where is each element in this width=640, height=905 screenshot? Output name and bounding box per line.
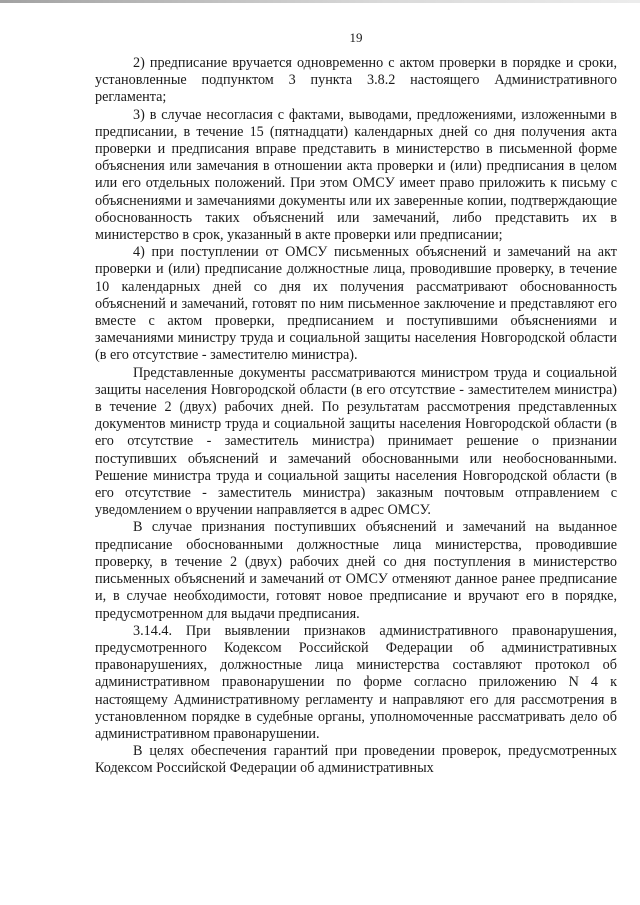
paragraph-item-3: 3) в случае несогласия с фактами, выводами, предложениями, изложенными в предписании, в течение 15 (пятнадцати) календарных дней со дня получения акта проверки и предписания вправе представить в министерство в письменной форме объяснения или замечания в отношении акта проверки и (или) предписания в целом или его отдельных положений. При этом ОМСУ имеет право приложить к письму с объяснениями и замечаниями документы или их заверенные копии, подтверждающие обоснованность таких объяснений или замечаний, либо представить их в министерство в срок, указанный в акте проверки или предписании; <box>95 106 617 244</box>
paragraph-guarantees: В целях обеспечения гарантий при проведении проверок, предусмотренных Кодексом Российской Федерации об административных <box>95 743 617 777</box>
paragraph-objections-accepted: В случае признания поступивших объяснений и замечаний на выданное предписание обоснованными должностные лица министерства, проводившие проверку, в течение 2 (двух) рабочих дней со дня поступления в министерство письменных объяснений и замечаний от ОМСУ отменяют данное ранее предписание и, в случае необходимости, готовят новое предписание и вручают его в порядке, предусмотренном для выдачи предписания. <box>95 519 617 622</box>
paragraph-item-2: 2) предписание вручается одновременно с актом проверки в порядке и сроки, установленные подпунктом 3 пункта 3.8.2 настоящего Административного регламента; <box>95 55 617 106</box>
paragraph-section-3-14-4: 3.14.4. При выявлении признаков административного правонарушения, предусмотренного Кодексом Российской Федерации об административных правонарушениях, должностные лица министерства составляют протокол об административном правонарушении по форме согласно приложению N 4 к настоящему Административному регламенту и направляют его для рассмотрения в установленном порядке в судебные органы, уполномоченные рассматривать дело об административном правонарушении. <box>95 622 617 742</box>
paragraph-item-4: 4) при поступлении от ОМСУ письменных объяснений и замечаний на акт проверки и (или) предписание должностные лица, проводившие проверку, в течение 10 календарных дней со дня их получения рассматривают обоснованность объяснений и замечаний, готовят по ним письменное заключение и представляют его вместе с актом проверки, предписанием и поступившими объяснениями и замечаниями министру труда и социальной защиты населения Новгородской области (в его отсутствие - заместителю министра). <box>95 244 617 364</box>
paragraph-review-documents: Представленные документы рассматриваются министром труда и социальной защиты населения Новгородской области (в его отсутствие - заместителем министра) в течение 2 (двух) рабочих дней. По результатам рассмотрения представленных документов министр труда и социальной защиты населения Новгородской области (в его отсутствие - заместитель министра) принимает решение о признании поступивших объяснений и замечаний обоснованными или необоснованными. Решение министра труда и социальной защиты населения Новгородской области (в его отсутствие - заместитель министра) заказным почтовым отправлением с уведомлением о вручении направляется в адрес ОМСУ. <box>95 364 617 519</box>
page-number: 19 <box>349 30 363 45</box>
